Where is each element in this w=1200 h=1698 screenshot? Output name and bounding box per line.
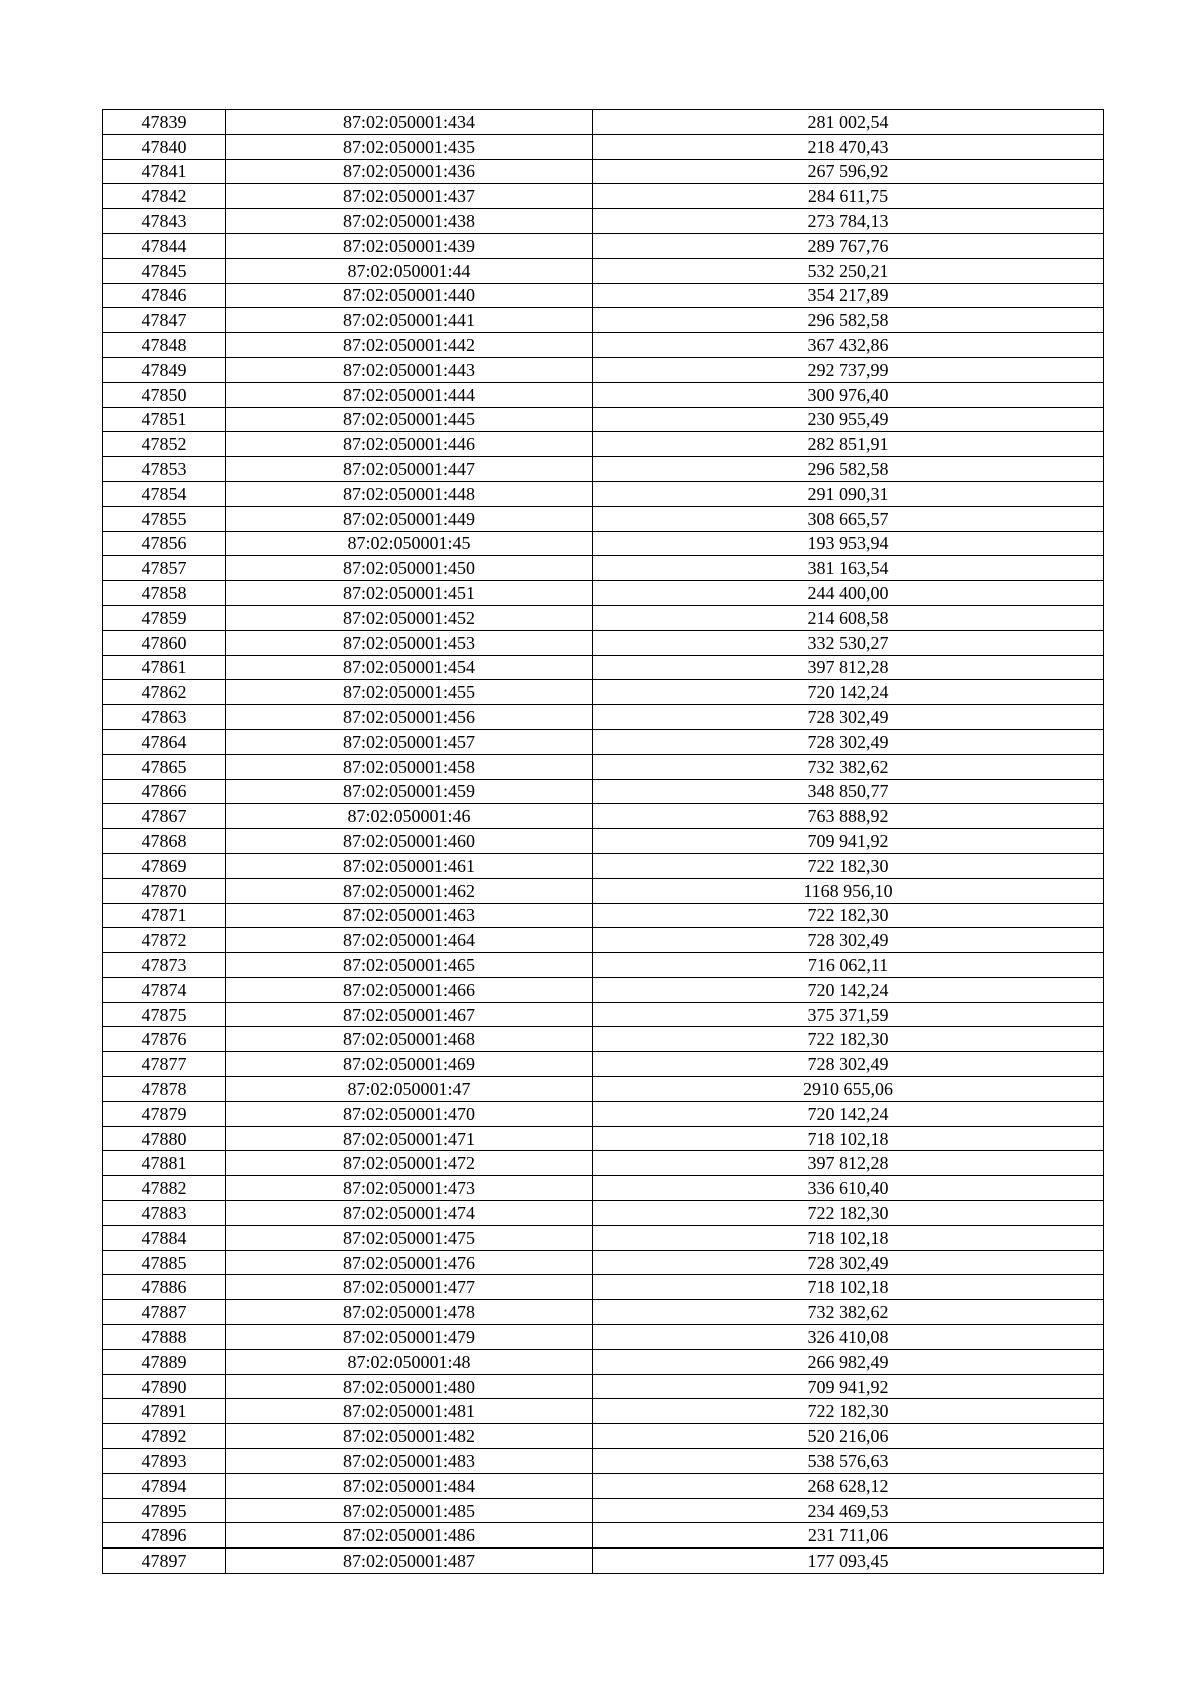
row-number-cell: 47860 — [103, 630, 226, 655]
value-cell: 231 711,06 — [593, 1523, 1104, 1548]
value-cell: 381 163,54 — [593, 556, 1104, 581]
value-cell: 722 182,30 — [593, 1027, 1104, 1052]
row-number-cell: 47879 — [103, 1101, 226, 1126]
table-row — [103, 729, 1104, 754]
table-row — [103, 1225, 1104, 1250]
value-cell: 722 182,30 — [593, 1201, 1104, 1226]
row-number-cell: 47872 — [103, 928, 226, 953]
row-number-cell: 47888 — [103, 1325, 226, 1350]
value-cell: 532 250,21 — [593, 258, 1104, 283]
value-cell: 728 302,49 — [593, 1250, 1104, 1275]
row-number-cell: 47841 — [103, 159, 226, 184]
value-cell: 728 302,49 — [593, 928, 1104, 953]
table-row — [103, 804, 1104, 829]
row-number-cell: 47884 — [103, 1225, 226, 1250]
table-row — [103, 457, 1104, 482]
cadastral-number-cell: 87:02:050001:435 — [226, 134, 593, 159]
row-number-cell: 47857 — [103, 556, 226, 581]
row-number-cell: 47845 — [103, 258, 226, 283]
row-number-cell: 47873 — [103, 953, 226, 978]
table-body — [103, 110, 1104, 1574]
value-cell: 244 400,00 — [593, 581, 1104, 606]
table-row — [103, 1473, 1104, 1498]
cadastral-number-cell: 87:02:050001:469 — [226, 1052, 593, 1077]
cadastral-number-cell: 87:02:050001:451 — [226, 581, 593, 606]
table-row — [103, 1027, 1104, 1052]
row-number-cell: 47881 — [103, 1151, 226, 1176]
value-cell: 367 432,86 — [593, 333, 1104, 358]
cadastral-number-cell: 87:02:050001:480 — [226, 1374, 593, 1399]
cadastral-number-cell: 87:02:050001:465 — [226, 953, 593, 978]
cadastral-number-cell: 87:02:050001:446 — [226, 432, 593, 457]
value-cell: 728 302,49 — [593, 705, 1104, 730]
table-row — [103, 581, 1104, 606]
value-cell: 716 062,11 — [593, 953, 1104, 978]
value-cell: 354 217,89 — [593, 283, 1104, 308]
row-number-cell: 47892 — [103, 1424, 226, 1449]
value-cell: 296 582,58 — [593, 308, 1104, 333]
row-number-cell: 47885 — [103, 1250, 226, 1275]
row-number-cell: 47848 — [103, 333, 226, 358]
value-cell: 1168 956,10 — [593, 878, 1104, 903]
cadastral-number-cell: 87:02:050001:478 — [226, 1300, 593, 1325]
table-row — [103, 1201, 1104, 1226]
table-row — [103, 680, 1104, 705]
table-row — [103, 878, 1104, 903]
table-row — [103, 1349, 1104, 1374]
table-row — [103, 630, 1104, 655]
table-row — [103, 1176, 1104, 1201]
row-number-cell: 47880 — [103, 1126, 226, 1151]
row-number-cell: 47893 — [103, 1449, 226, 1474]
cadastral-number-cell: 87:02:050001:475 — [226, 1225, 593, 1250]
row-number-cell: 47878 — [103, 1077, 226, 1102]
table-row — [103, 110, 1104, 135]
row-number-cell: 47852 — [103, 432, 226, 457]
value-cell: 267 596,92 — [593, 159, 1104, 184]
cadastral-number-cell: 87:02:050001:443 — [226, 357, 593, 382]
cadastral-number-cell: 87:02:050001:455 — [226, 680, 593, 705]
value-cell: 300 976,40 — [593, 382, 1104, 407]
table-row — [103, 308, 1104, 333]
row-number-cell: 47866 — [103, 779, 226, 804]
cadastral-number-cell: 87:02:050001:461 — [226, 853, 593, 878]
row-number-cell: 47846 — [103, 283, 226, 308]
table-row — [103, 1151, 1104, 1176]
cadastral-number-cell: 87:02:050001:45 — [226, 531, 593, 556]
row-number-cell: 47843 — [103, 209, 226, 234]
value-cell: 732 382,62 — [593, 1300, 1104, 1325]
value-cell: 709 941,92 — [593, 1374, 1104, 1399]
row-number-cell: 47871 — [103, 903, 226, 928]
row-number-cell: 47839 — [103, 110, 226, 135]
value-cell: 375 371,59 — [593, 1002, 1104, 1027]
row-number-cell: 47896 — [103, 1523, 226, 1548]
value-cell: 292 737,99 — [593, 357, 1104, 382]
value-cell: 266 982,49 — [593, 1349, 1104, 1374]
cadastral-value-table — [102, 109, 1104, 1574]
table-row — [103, 209, 1104, 234]
row-number-cell: 47855 — [103, 506, 226, 531]
row-number-cell: 47895 — [103, 1498, 226, 1523]
table-row — [103, 531, 1104, 556]
table-row — [103, 953, 1104, 978]
value-cell: 332 530,27 — [593, 630, 1104, 655]
row-number-cell: 47874 — [103, 977, 226, 1002]
cadastral-number-cell: 87:02:050001:459 — [226, 779, 593, 804]
value-cell: 720 142,24 — [593, 977, 1104, 1002]
cadastral-number-cell: 87:02:050001:441 — [226, 308, 593, 333]
cadastral-number-cell: 87:02:050001:450 — [226, 556, 593, 581]
value-cell: 720 142,24 — [593, 1101, 1104, 1126]
value-cell: 348 850,77 — [593, 779, 1104, 804]
value-cell: 281 002,54 — [593, 110, 1104, 135]
cadastral-number-cell: 87:02:050001:447 — [226, 457, 593, 482]
table-row — [103, 258, 1104, 283]
table-row — [103, 1374, 1104, 1399]
cadastral-number-cell: 87:02:050001:456 — [226, 705, 593, 730]
value-cell: 2910 655,06 — [593, 1077, 1104, 1102]
table-row — [103, 754, 1104, 779]
row-number-cell: 47877 — [103, 1052, 226, 1077]
row-number-cell: 47859 — [103, 605, 226, 630]
table-row — [103, 1077, 1104, 1102]
cadastral-number-cell: 87:02:050001:476 — [226, 1250, 593, 1275]
cadastral-number-cell: 87:02:050001:482 — [226, 1424, 593, 1449]
value-cell: 732 382,62 — [593, 754, 1104, 779]
table-row — [103, 1424, 1104, 1449]
cadastral-number-cell: 87:02:050001:483 — [226, 1449, 593, 1474]
value-cell: 268 628,12 — [593, 1473, 1104, 1498]
table-row — [103, 605, 1104, 630]
row-number-cell: 47864 — [103, 729, 226, 754]
value-cell: 282 851,91 — [593, 432, 1104, 457]
cadastral-number-cell: 87:02:050001:479 — [226, 1325, 593, 1350]
table-row — [103, 1275, 1104, 1300]
row-number-cell: 47867 — [103, 804, 226, 829]
cadastral-number-cell: 87:02:050001:46 — [226, 804, 593, 829]
row-number-cell: 47861 — [103, 655, 226, 680]
table-row — [103, 333, 1104, 358]
cadastral-number-cell: 87:02:050001:439 — [226, 233, 593, 258]
cadastral-number-cell: 87:02:050001:471 — [226, 1126, 593, 1151]
value-cell: 397 812,28 — [593, 655, 1104, 680]
cadastral-number-cell: 87:02:050001:460 — [226, 829, 593, 854]
value-cell: 308 665,57 — [593, 506, 1104, 531]
cadastral-number-cell: 87:02:050001:436 — [226, 159, 593, 184]
value-cell: 718 102,18 — [593, 1126, 1104, 1151]
table-row — [103, 283, 1104, 308]
table-row — [103, 382, 1104, 407]
value-cell: 234 469,53 — [593, 1498, 1104, 1523]
value-cell: 722 182,30 — [593, 853, 1104, 878]
row-number-cell: 47844 — [103, 233, 226, 258]
cadastral-number-cell: 87:02:050001:452 — [226, 605, 593, 630]
row-number-cell: 47897 — [103, 1548, 226, 1573]
value-cell: 273 784,13 — [593, 209, 1104, 234]
cadastral-number-cell: 87:02:050001:467 — [226, 1002, 593, 1027]
table-row — [103, 1250, 1104, 1275]
cadastral-number-cell: 87:02:050001:445 — [226, 407, 593, 432]
table-row — [103, 159, 1104, 184]
cadastral-number-cell: 87:02:050001:457 — [226, 729, 593, 754]
row-number-cell: 47870 — [103, 878, 226, 903]
cadastral-number-cell: 87:02:050001:458 — [226, 754, 593, 779]
value-cell: 722 182,30 — [593, 1399, 1104, 1424]
value-cell: 284 611,75 — [593, 184, 1104, 209]
cadastral-number-cell: 87:02:050001:473 — [226, 1176, 593, 1201]
value-cell: 289 767,76 — [593, 233, 1104, 258]
value-cell: 296 582,58 — [593, 457, 1104, 482]
cadastral-number-cell: 87:02:050001:472 — [226, 1151, 593, 1176]
table-row — [103, 1399, 1104, 1424]
table-row — [103, 1126, 1104, 1151]
row-number-cell: 47876 — [103, 1027, 226, 1052]
table-row — [103, 432, 1104, 457]
value-cell: 177 093,45 — [593, 1548, 1104, 1573]
table-row — [103, 1548, 1104, 1573]
row-number-cell: 47851 — [103, 407, 226, 432]
cadastral-number-cell: 87:02:050001:440 — [226, 283, 593, 308]
value-cell: 720 142,24 — [593, 680, 1104, 705]
table-row — [103, 1498, 1104, 1523]
table-row — [103, 1449, 1104, 1474]
value-cell: 728 302,49 — [593, 729, 1104, 754]
row-number-cell: 47890 — [103, 1374, 226, 1399]
table-row — [103, 1002, 1104, 1027]
cadastral-number-cell: 87:02:050001:444 — [226, 382, 593, 407]
value-cell: 718 102,18 — [593, 1275, 1104, 1300]
row-number-cell: 47894 — [103, 1473, 226, 1498]
row-number-cell: 47882 — [103, 1176, 226, 1201]
cadastral-number-cell: 87:02:050001:470 — [226, 1101, 593, 1126]
value-cell: 709 941,92 — [593, 829, 1104, 854]
table-row — [103, 506, 1104, 531]
cadastral-number-cell: 87:02:050001:486 — [226, 1523, 593, 1548]
cadastral-number-cell: 87:02:050001:453 — [226, 630, 593, 655]
row-number-cell: 47854 — [103, 481, 226, 506]
table-row — [103, 1325, 1104, 1350]
row-number-cell: 47842 — [103, 184, 226, 209]
row-number-cell: 47889 — [103, 1349, 226, 1374]
table-row — [103, 481, 1104, 506]
cadastral-number-cell: 87:02:050001:463 — [226, 903, 593, 928]
table-row — [103, 233, 1104, 258]
value-cell: 336 610,40 — [593, 1176, 1104, 1201]
cadastral-number-cell: 87:02:050001:484 — [226, 1473, 593, 1498]
cadastral-number-cell: 87:02:050001:464 — [226, 928, 593, 953]
table-row — [103, 903, 1104, 928]
cadastral-number-cell: 87:02:050001:47 — [226, 1077, 593, 1102]
row-number-cell: 47863 — [103, 705, 226, 730]
cadastral-number-cell: 87:02:050001:44 — [226, 258, 593, 283]
cadastral-number-cell: 87:02:050001:477 — [226, 1275, 593, 1300]
cadastral-number-cell: 87:02:050001:48 — [226, 1349, 593, 1374]
row-number-cell: 47868 — [103, 829, 226, 854]
cadastral-number-cell: 87:02:050001:462 — [226, 878, 593, 903]
row-number-cell: 47891 — [103, 1399, 226, 1424]
table-row — [103, 853, 1104, 878]
row-number-cell: 47849 — [103, 357, 226, 382]
row-number-cell: 47840 — [103, 134, 226, 159]
table-row — [103, 407, 1104, 432]
cadastral-number-cell: 87:02:050001:448 — [226, 481, 593, 506]
cadastral-number-cell: 87:02:050001:449 — [226, 506, 593, 531]
cadastral-number-cell: 87:02:050001:438 — [226, 209, 593, 234]
row-number-cell: 47856 — [103, 531, 226, 556]
row-number-cell: 47883 — [103, 1201, 226, 1226]
cadastral-number-cell: 87:02:050001:454 — [226, 655, 593, 680]
table-row — [103, 977, 1104, 1002]
row-number-cell: 47865 — [103, 754, 226, 779]
row-number-cell: 47862 — [103, 680, 226, 705]
value-cell: 291 090,31 — [593, 481, 1104, 506]
table-row — [103, 357, 1104, 382]
cadastral-number-cell: 87:02:050001:434 — [226, 110, 593, 135]
table-row — [103, 829, 1104, 854]
value-cell: 538 576,63 — [593, 1449, 1104, 1474]
cadastral-number-cell: 87:02:050001:468 — [226, 1027, 593, 1052]
value-cell: 718 102,18 — [593, 1225, 1104, 1250]
table-row — [103, 1101, 1104, 1126]
table-row — [103, 655, 1104, 680]
row-number-cell: 47850 — [103, 382, 226, 407]
table-row — [103, 928, 1104, 953]
value-cell: 728 302,49 — [593, 1052, 1104, 1077]
row-number-cell: 47875 — [103, 1002, 226, 1027]
table-row — [103, 705, 1104, 730]
value-cell: 214 608,58 — [593, 605, 1104, 630]
row-number-cell: 47887 — [103, 1300, 226, 1325]
row-number-cell: 47847 — [103, 308, 226, 333]
cadastral-number-cell: 87:02:050001:481 — [226, 1399, 593, 1424]
table-row — [103, 779, 1104, 804]
value-cell: 520 216,06 — [593, 1424, 1104, 1449]
table-row — [103, 134, 1104, 159]
table-row — [103, 1523, 1104, 1548]
table-row — [103, 1300, 1104, 1325]
row-number-cell: 47858 — [103, 581, 226, 606]
row-number-cell: 47869 — [103, 853, 226, 878]
value-cell: 397 812,28 — [593, 1151, 1104, 1176]
table-row — [103, 1052, 1104, 1077]
row-number-cell: 47853 — [103, 457, 226, 482]
value-cell: 763 888,92 — [593, 804, 1104, 829]
cadastral-number-cell: 87:02:050001:487 — [226, 1548, 593, 1573]
cadastral-number-cell: 87:02:050001:437 — [226, 184, 593, 209]
value-cell: 230 955,49 — [593, 407, 1104, 432]
value-cell: 193 953,94 — [593, 531, 1104, 556]
table-row — [103, 184, 1104, 209]
row-number-cell: 47886 — [103, 1275, 226, 1300]
cadastral-number-cell: 87:02:050001:485 — [226, 1498, 593, 1523]
cadastral-number-cell: 87:02:050001:466 — [226, 977, 593, 1002]
cadastral-number-cell: 87:02:050001:474 — [226, 1201, 593, 1226]
value-cell: 722 182,30 — [593, 903, 1104, 928]
cadastral-number-cell: 87:02:050001:442 — [226, 333, 593, 358]
value-cell: 218 470,43 — [593, 134, 1104, 159]
table-row — [103, 556, 1104, 581]
value-cell: 326 410,08 — [593, 1325, 1104, 1350]
